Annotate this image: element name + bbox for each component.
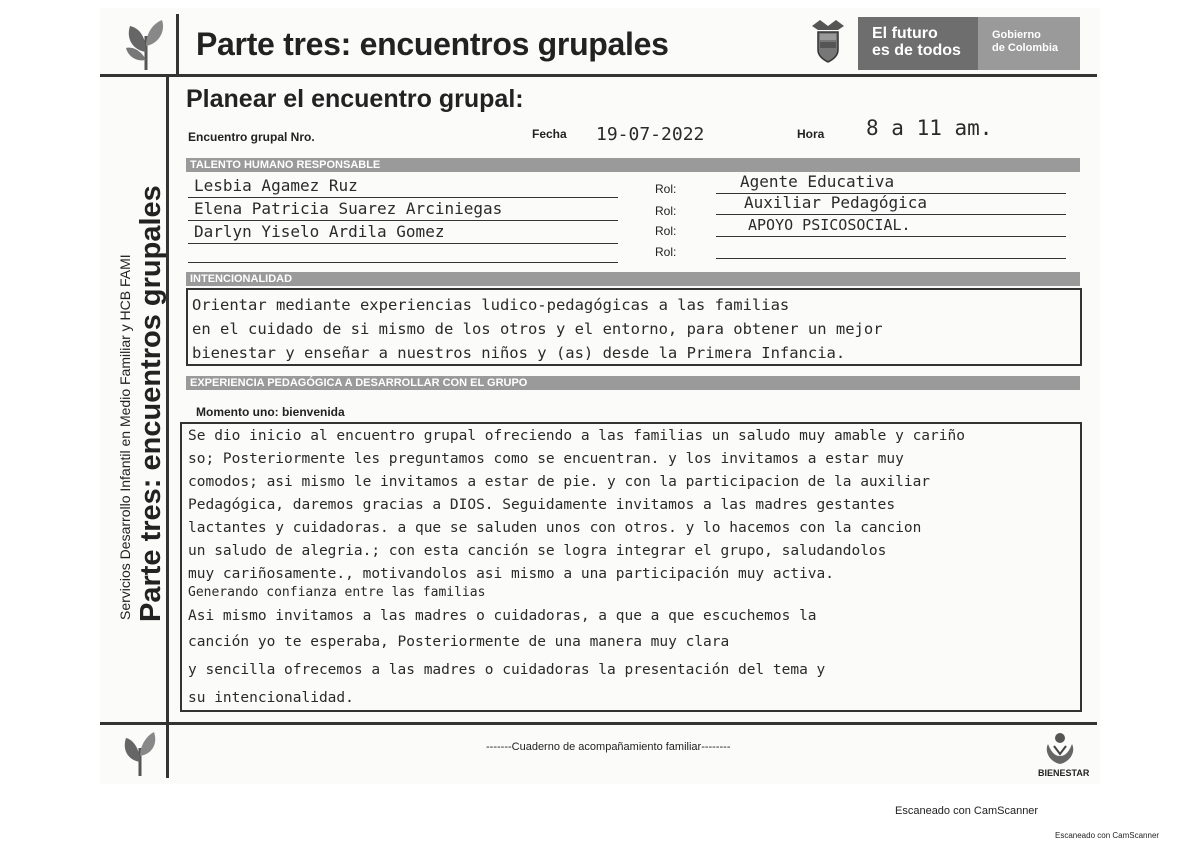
experiencia-line-11: y sencilla ofrecemos a las madres o cuidadoras la presentación del tema y xyxy=(188,662,826,678)
intencionalidad-line-2: en el cuidado de si mismo de los otros y el entorno, para obtener un mejor xyxy=(192,320,883,338)
experiencia-line-12: su intencionalidad. xyxy=(188,690,354,706)
intencionalidad-line-3: bienestar y enseñar a nuestros niños y (as) desde la Primera Infancia. xyxy=(192,344,846,362)
rol-label-2: Rol: xyxy=(655,204,677,218)
footer-divider xyxy=(166,724,169,778)
sidebar-title: Parte tres: encuentros grupales xyxy=(135,185,167,622)
footer-rule xyxy=(100,722,1097,725)
camscanner-label: Escaneado con CamScanner xyxy=(895,805,1039,817)
talento-bar xyxy=(186,158,1080,172)
person-name-1: Lesbia Agamez Ruz xyxy=(194,176,358,195)
experiencia-line-9: Asi mismo invitamos a las madres o cuidadoras, a que a que escuchemos la xyxy=(188,608,817,624)
intencionalidad-line-1: Orientar mediante experiencias ludico-pedagógicas a las familias xyxy=(192,296,790,314)
experiencia-line-4: Pedagógica, daremos gracias a DIOS. Seguidamente invitamos a las madres gestantes xyxy=(188,497,896,513)
person-name-2: Elena Patricia Suarez Arciniegas xyxy=(194,199,503,218)
experiencia-line-6: un saludo de alegria.; con esta canción se logra integrar el grupo, saludandolos xyxy=(188,543,887,559)
section-heading: Planear el encuentro grupal: xyxy=(186,85,524,113)
experiencia-line-3: comodos; asi mismo le invitamos a estar de pie. y con la participacion de la auxiliar xyxy=(188,474,931,490)
name-line-3 xyxy=(188,243,618,244)
gov-name-line2: de Colombia xyxy=(992,42,1059,54)
encuentro-label: Encuentro grupal Nro. xyxy=(188,130,315,144)
gov-banner xyxy=(858,17,1080,70)
bienestar-logo-icon xyxy=(1040,730,1080,766)
rol-line-4 xyxy=(716,258,1066,259)
person-rol-3: APOYO PSICOSOCIAL. xyxy=(748,216,911,234)
gov-slogan xyxy=(858,17,978,70)
rol-label-1: Rol: xyxy=(655,182,677,196)
name-line-2 xyxy=(188,220,618,221)
gov-slogan-line1: El futuro xyxy=(872,25,938,42)
leaf-logo-icon xyxy=(124,16,168,72)
camscanner-label-small: Escaneado con CamScanner xyxy=(1055,831,1160,840)
intencionalidad-bar-label: INTENCIONALIDAD xyxy=(190,273,293,285)
coat-of-arms-icon xyxy=(808,16,848,64)
experiencia-line-5: lactantes y cuidadoras. a que se saluden unos con otros. y lo hacemos con la cancion xyxy=(188,520,922,536)
fecha-value: 19-07-2022 xyxy=(596,124,705,145)
fecha-label: Fecha xyxy=(532,127,567,141)
rol-line-2 xyxy=(716,214,1066,215)
experiencia-line-8: Generando confianza entre las familias xyxy=(188,585,486,600)
rol-label-3: Rol: xyxy=(655,224,677,238)
hora-label: Hora xyxy=(797,127,825,141)
name-line-4 xyxy=(188,262,618,263)
intencionalidad-bar xyxy=(186,272,1080,286)
footer-text: -------Cuaderno de acompañamiento familiar-------- xyxy=(486,741,731,753)
rol-line-3 xyxy=(716,236,1066,237)
talento-bar-label: TALENTO HUMANO RESPONSABLE xyxy=(190,159,381,171)
name-line-1 xyxy=(188,197,618,198)
bienestar-label: BIENESTAR xyxy=(1038,768,1090,778)
gov-slogan-line2: es de todos xyxy=(872,42,961,59)
person-name-3: Darlyn Yiselo Ardila Gomez xyxy=(194,222,445,241)
gov-name xyxy=(978,17,1080,70)
experiencia-line-1: Se dio inicio al encuentro grupal ofreciendo a las familias un saludo muy amable y cariño xyxy=(188,428,965,444)
rol-label-4: Rol: xyxy=(655,245,677,259)
person-rol-1: Agente Educativa xyxy=(740,172,895,191)
header-rule xyxy=(100,74,1097,77)
person-rol-2: Auxiliar Pedagógica xyxy=(744,193,928,212)
experiencia-line-7: muy cariñosamente., motivandolos asi mismo a una participación muy activa. xyxy=(188,566,835,582)
experiencia-bar xyxy=(186,376,1080,390)
sidebar-service-text: Servicios Desarrollo Infantil en Medio Familiar y HCB FAMI xyxy=(117,254,133,620)
footer-leaf-logo-icon xyxy=(120,730,160,778)
header-divider xyxy=(176,14,179,76)
experiencia-line-10: canción yo te esperaba, Posteriormente de una manera muy clara xyxy=(188,634,730,650)
experiencia-bar-label: EXPERIENCIA PEDAGÓGICA A DESARROLLAR CON EL GRUPO xyxy=(190,377,528,389)
hora-value: 8 a 11 am. xyxy=(866,116,993,140)
experiencia-line-2: so; Posteriormente les preguntamos como se encuentran. y los invitamos a estar muy xyxy=(188,451,904,467)
momento-label: Momento uno: bienvenida xyxy=(196,405,345,419)
page-title: Parte tres: encuentros grupales xyxy=(196,26,669,62)
gov-name-line1: Gobierno xyxy=(992,29,1041,41)
